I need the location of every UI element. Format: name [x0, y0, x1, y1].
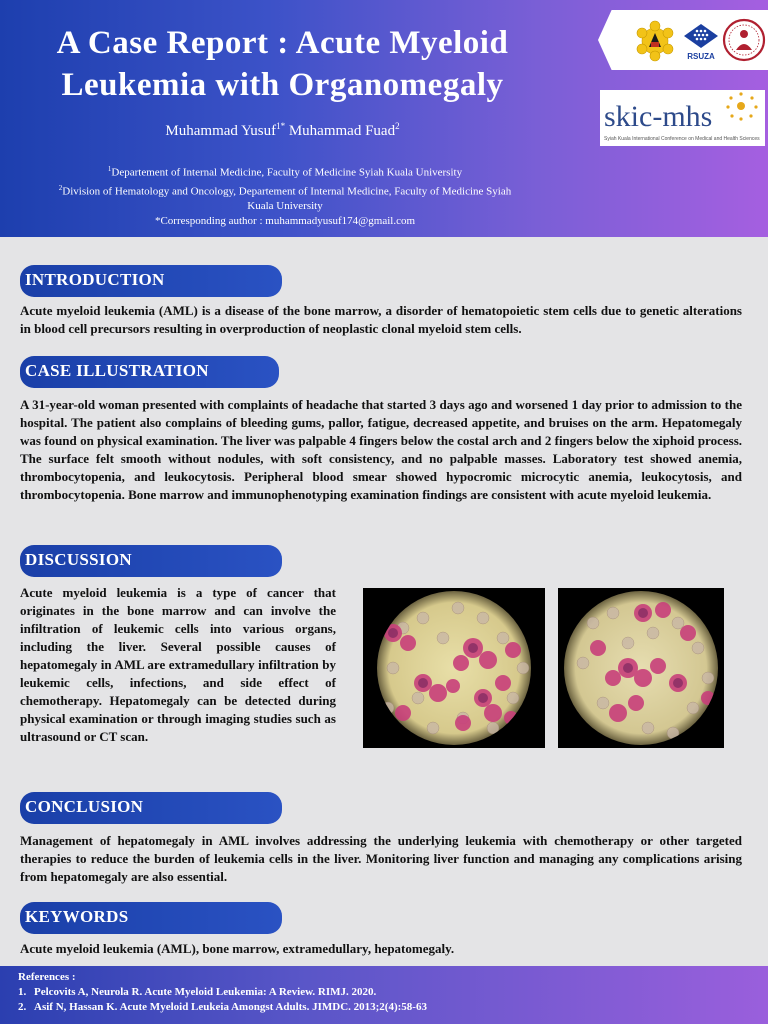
rsuza-logo-text: RSUZA — [687, 52, 715, 61]
discussion-text: Acute myeloid leukemia is a type of cancer that originates in the bone marrow and can involve the infiltration of leukemic cells into various organs, including the liver. Several possible causes of hepatomegaly in AML are extramedullary infiltration by leukemic cells, infections, and side effect of chemotherapy. Hepatomegaly can be detected during physical examination or through imaging studies such as ultrasound or CT scan. — [20, 585, 336, 744]
author-1-sup: 1* — [276, 121, 286, 131]
references-list — [18, 985, 768, 1015]
keywords-heading: KEYWORDS — [20, 902, 282, 934]
corresponding-author: *Corresponding author : muhammadyusuf174@gmail.com — [154, 215, 416, 228]
affiliation-1-sup: 1 — [107, 165, 112, 173]
case-illustration-text: A 31-year-old woman presented with complaints of headache that started 3 days ago and worsened 1 day prior to admission to the hospital. The patient also complains of bleeding gums, pallor, fatigue, decreased appetite, and bruises on the arm. Hepatomegaly was found on physical examination. The liver was palpable 4 fingers below the costal arch and 2 fingers below the xiphoid process. The surface felt smooth without nodules, with soft consistency, and no palpable masses. Laboratory test showed anemia, thrombocytopenia, and leukocytosis. Peripheral blood smear showed hypocromic microcytic anemia, leukocytosis, and thrombocytopenia. Bone marrow and immunophenotyping examination findings are consistent with acute myeloid leukemia. — [20, 397, 742, 502]
sunburst-icon — [726, 92, 757, 120]
introduction-heading: INTRODUCTION — [20, 265, 282, 297]
rsuza-logo — [682, 22, 720, 62]
conclusion-text: Management of hepatomegaly in AML involves addressing the underlying leukemia with chemotherapy or other targeted therapies to reduce the burden of leukemia cells in the liver. Monitoring liver function and managing any complications arising from hepatomegaly are also essential. — [20, 833, 742, 884]
skic-mhs-graphic — [600, 90, 765, 146]
reference-text: Asif N, Hassan K. Acute Myeloid Leukeia Amongst Adults. JIMDC. 2013;2(4):58-63 — [34, 1001, 427, 1013]
case-illustration-heading: CASE ILLUSTRATION — [20, 356, 279, 388]
reference-text: Pelcovits A, Neurola R. Acute Myeloid Leukemia: A Review. RIMJ. 2020. — [34, 986, 377, 998]
blood-smear-1-graphic — [363, 588, 545, 748]
author-1: Muhammad Yusuf — [165, 123, 277, 139]
affiliations — [50, 162, 520, 229]
affiliation-1 — [50, 162, 520, 181]
author-2: Muhammad Fuad — [288, 123, 396, 139]
blood-smear-2-graphic — [558, 588, 724, 748]
poster-title — [0, 22, 565, 106]
affiliation-2-text: Division of Hematology and Oncology, Departement of Internal Medicine, Faculty of Medicine Syiah Kuala University — [62, 185, 512, 213]
affiliation-1-text: Departement of Internal Medicine, Faculty of Medicine Syiah Kuala University — [111, 166, 463, 179]
skic-mhs-wordmark: skic-mhs — [604, 100, 713, 133]
title-line-1: A Case Report : Acute Myeloid — [56, 25, 509, 61]
affiliation-2-sup: 2 — [58, 183, 63, 192]
author-2-sup: 2 — [395, 121, 400, 131]
blood-smear-image-2 — [558, 588, 724, 748]
faculty-medicine-logo — [722, 18, 766, 62]
author-list — [0, 121, 565, 140]
university-seal-logo — [634, 20, 676, 62]
skic-mhs-logo — [600, 90, 765, 146]
references-heading: References : — [18, 971, 76, 983]
reference-number: 2. — [18, 1001, 27, 1013]
discussion-heading: DISCUSSION — [20, 545, 282, 577]
introduction-text: Acute myeloid leukemia (AML) is a disease of the bone marrow, a disorder of hematopoietic stem cells due to genetic alterations in blood cell precursors resulting in overproduction of neoplastic clonal myeloid stem cells. — [20, 303, 742, 336]
affiliation-2 — [50, 181, 520, 215]
skic-mhs-subtitle: Syiah Kuala International Conference on Medical and Health Sciences — [604, 136, 760, 142]
conclusion-heading: CONCLUSION — [20, 792, 282, 824]
reference-number: 1. — [18, 986, 27, 998]
reference-item — [18, 985, 768, 1000]
keywords-text: Acute myeloid leukemia (AML), bone marrow, extramedullary, hepatomegaly. — [20, 941, 455, 956]
title-line-2: Leukemia with Organomegaly — [61, 67, 504, 103]
blood-smear-image-1 — [363, 588, 545, 748]
reference-item — [18, 1000, 768, 1015]
references-footer — [0, 966, 768, 1024]
